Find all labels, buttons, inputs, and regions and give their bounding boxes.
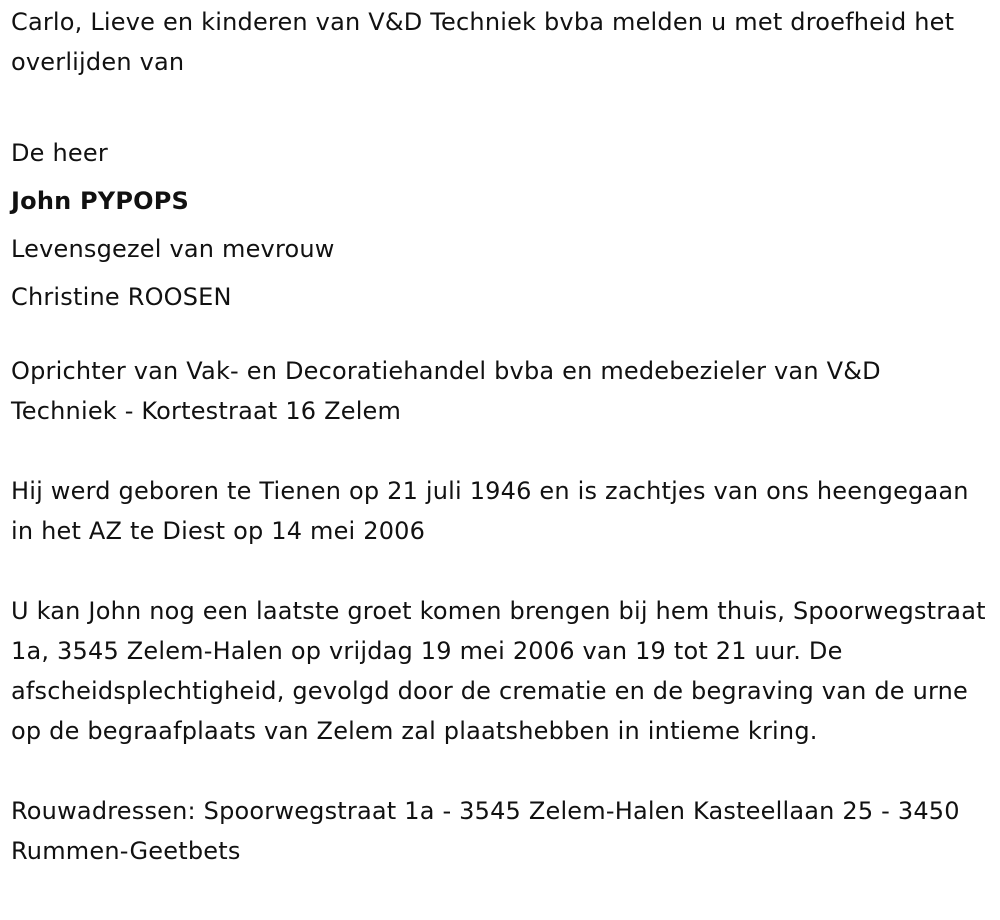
partner-line: Levensgezel van mevrouw bbox=[11, 235, 335, 263]
deceased-name: John PYPOPS bbox=[11, 187, 189, 215]
partner-name: Christine ROOSEN bbox=[11, 283, 232, 311]
salutation: De heer bbox=[11, 139, 108, 167]
deceased-block bbox=[11, 129, 991, 321]
birth-paragraph: Hij werd geboren te Tienen op 21 juli 1946 en is zachtjes van ons heengegaan in het AZ te Diest op 14 mei 2006 bbox=[11, 477, 969, 545]
founder-paragraph: Oprichter van Vak- en Decoratiehandel bvba en medebezieler van V&D Techniek - Kortestraat 16 Zelem bbox=[11, 357, 881, 425]
addresses-paragraph: Rouwadressen: Spoorwegstraat 1a - 3545 Zelem-Halen Kasteellaan 25 - 3450 Rummen-Geetbets bbox=[11, 797, 960, 865]
intro-paragraph: Carlo, Lieve en kinderen van V&D Techniek bvba melden u met droefheid het overlijden van bbox=[11, 8, 955, 76]
farewell-paragraph: U kan John nog een laatste groet komen brengen bij hem thuis, Spoorwegstraat 1a, 3545 Zelem-Halen op vrijdag 19 mei 2006 van 19 tot 21 uur. De afscheidsplechtigheid, gevolgd door de crematie en de begraving van de urne op de begraafplaats van Zelem zal plaatshebben in intieme kring. bbox=[11, 597, 986, 745]
death-notice bbox=[11, 2, 991, 871]
